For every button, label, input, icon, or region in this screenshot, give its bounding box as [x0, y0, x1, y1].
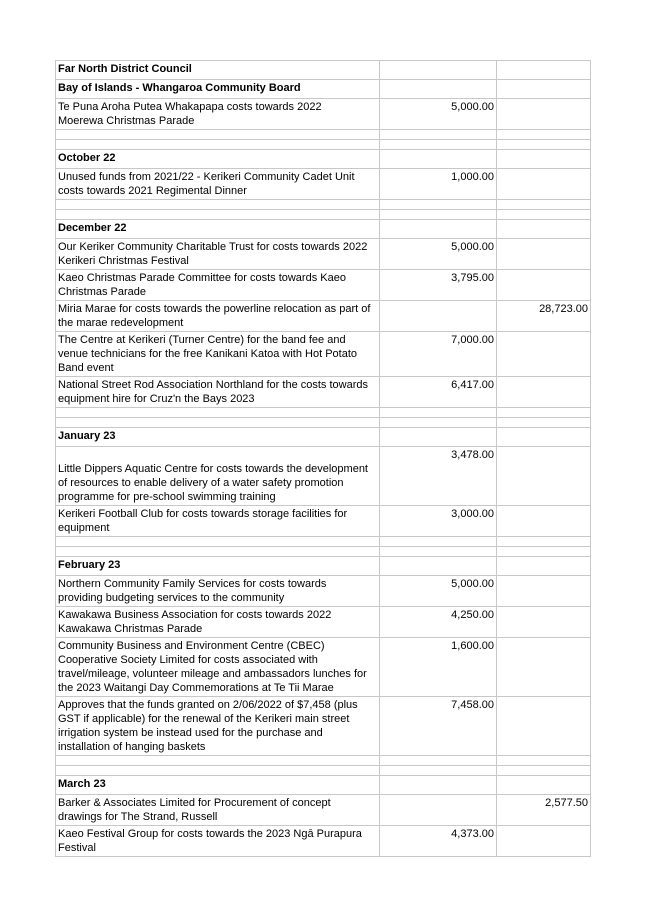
- amount-cell: [380, 220, 497, 239]
- blank-row: [56, 418, 591, 428]
- description-cell: Miria Marae for costs towards the powerline relocation as part of the marae redevelopment: [56, 301, 380, 332]
- amount-alt-cell: [497, 80, 591, 99]
- description-cell: [56, 766, 380, 776]
- section-header-row: [56, 428, 591, 447]
- grants-table-body: [56, 61, 591, 857]
- section-header-row: [56, 220, 591, 239]
- section-header-row: [56, 557, 591, 576]
- description-cell: Northern Community Family Services for costs towards providing budgeting services to the community: [56, 576, 380, 607]
- amount-alt-cell: [497, 766, 591, 776]
- table-row: [56, 506, 591, 537]
- amount-alt-cell: [497, 200, 591, 210]
- amount-alt-cell: [497, 607, 591, 638]
- description-cell: [56, 418, 380, 428]
- amount-cell: [380, 408, 497, 418]
- blank-row: [56, 547, 591, 557]
- description-cell: Unused funds from 2021/22 - Kerikeri Community Cadet Unit costs towards 2021 Regimental Dinner: [56, 169, 380, 200]
- amount-alt-cell: [497, 826, 591, 857]
- section-header-row: [56, 776, 591, 795]
- amount-cell: 3,000.00: [380, 506, 497, 537]
- description-cell: Kaeo Festival Group for costs towards the 2023 Ngā Purapura Festival: [56, 826, 380, 857]
- table-row: [56, 607, 591, 638]
- amount-cell: 7,458.00: [380, 697, 497, 756]
- amount-alt-cell: [497, 638, 591, 697]
- amount-alt-cell: [497, 537, 591, 547]
- amount-alt-cell: [497, 557, 591, 576]
- description-cell: October 22: [56, 150, 380, 169]
- description-cell: [56, 200, 380, 210]
- amount-cell: [380, 80, 497, 99]
- amount-alt-cell: 2,577.50: [497, 795, 591, 826]
- amount-cell: [380, 547, 497, 557]
- blank-row: [56, 140, 591, 150]
- description-cell: Te Puna Aroha Putea Whakapapa costs towards 2022 Moerewa Christmas Parade: [56, 99, 380, 130]
- amount-alt-cell: [497, 408, 591, 418]
- description-cell: [56, 547, 380, 557]
- description-cell: [56, 210, 380, 220]
- table-row: [56, 638, 591, 697]
- amount-cell: [380, 557, 497, 576]
- description-cell: Kawakawa Business Association for costs towards 2022 Kawakawa Christmas Parade: [56, 607, 380, 638]
- description-cell: [56, 140, 380, 150]
- description-cell: [56, 130, 380, 140]
- amount-cell: [380, 301, 497, 332]
- table-row: [56, 169, 591, 200]
- blank-row: [56, 210, 591, 220]
- amount-alt-cell: [497, 377, 591, 408]
- amount-cell: [380, 795, 497, 826]
- table-row: [56, 239, 591, 270]
- amount-alt-cell: [497, 776, 591, 795]
- table-row: [56, 270, 591, 301]
- amount-cell: [380, 766, 497, 776]
- section-header-row: [56, 61, 591, 80]
- amount-alt-cell: [497, 99, 591, 130]
- amount-alt-cell: 28,723.00: [497, 301, 591, 332]
- description-cell: [56, 537, 380, 547]
- table-row: [56, 447, 591, 506]
- amount-alt-cell: [497, 270, 591, 301]
- description-cell: January 23: [56, 428, 380, 447]
- description-cell: Barker & Associates Limited for Procurement of concept drawings for The Strand, Russell: [56, 795, 380, 826]
- description-cell: December 22: [56, 220, 380, 239]
- blank-row: [56, 766, 591, 776]
- amount-cell: [380, 537, 497, 547]
- amount-alt-cell: [497, 150, 591, 169]
- description-cell: Approves that the funds granted on 2/06/2022 of $7,458 (plus GST if applicable) for the renewal of the Kerikeri main street irrigation system be instead used for the purchase and installation of hanging baskets: [56, 697, 380, 756]
- table-row: [56, 332, 591, 377]
- amount-cell: [380, 418, 497, 428]
- amount-cell: [380, 140, 497, 150]
- amount-alt-cell: [497, 130, 591, 140]
- table-row: [56, 377, 591, 408]
- amount-cell: [380, 756, 497, 766]
- grants-table: [55, 60, 591, 857]
- description-cell: Kerikeri Football Club for costs towards storage facilities for equipment: [56, 506, 380, 537]
- amount-cell: [380, 776, 497, 795]
- description-cell: The Centre at Kerikeri (Turner Centre) for the band fee and venue technicians for the free Kanikani Katoa with Hot Potato Band event: [56, 332, 380, 377]
- amount-cell: 1,600.00: [380, 638, 497, 697]
- amount-alt-cell: [497, 547, 591, 557]
- amount-cell: [380, 150, 497, 169]
- amount-alt-cell: [497, 332, 591, 377]
- description-cell: Far North District Council: [56, 61, 380, 80]
- description-cell: [56, 756, 380, 766]
- table-row: [56, 697, 591, 756]
- table-row: [56, 576, 591, 607]
- description-cell: March 23: [56, 776, 380, 795]
- section-header-row: [56, 80, 591, 99]
- amount-alt-cell: [497, 756, 591, 766]
- amount-cell: 1,000.00: [380, 169, 497, 200]
- amount-cell: 3,795.00: [380, 270, 497, 301]
- table-row: [56, 795, 591, 826]
- amount-alt-cell: [497, 576, 591, 607]
- table-row: [56, 826, 591, 857]
- amount-alt-cell: [497, 447, 591, 506]
- amount-cell: [380, 61, 497, 80]
- description-cell: Community Business and Environment Centre (CBEC) Cooperative Society Limited for costs associated with travel/mileage, volunteer mileage and ambassadors lunches for the 2023 Waitangi Day Commemorations at Te Tii Marae: [56, 638, 380, 697]
- description-cell: Our Keriker Community Charitable Trust for costs towards 2022 Kerikeri Christmas Festival: [56, 239, 380, 270]
- description-cell: February 23: [56, 557, 380, 576]
- amount-cell: 4,373.00: [380, 826, 497, 857]
- amount-alt-cell: [497, 697, 591, 756]
- blank-row: [56, 408, 591, 418]
- blank-row: [56, 130, 591, 140]
- table-row: [56, 99, 591, 130]
- amount-alt-cell: [497, 210, 591, 220]
- amount-alt-cell: [497, 506, 591, 537]
- amount-cell: [380, 200, 497, 210]
- table-row: [56, 301, 591, 332]
- blank-row: [56, 200, 591, 210]
- amount-alt-cell: [497, 428, 591, 447]
- amount-alt-cell: [497, 220, 591, 239]
- description-cell: National Street Rod Association Northland for the costs towards equipment hire for Cruz'n the Bays 2023: [56, 377, 380, 408]
- amount-cell: 5,000.00: [380, 239, 497, 270]
- amount-cell: 7,000.00: [380, 332, 497, 377]
- description-cell: Little Dippers Aquatic Centre for costs towards the development of resources to enable delivery of a water safety promotion programme for pre-school swimming training: [56, 447, 380, 506]
- description-cell: Bay of Islands - Whangaroa Community Board: [56, 80, 380, 99]
- blank-row: [56, 756, 591, 766]
- amount-cell: [380, 428, 497, 447]
- description-cell: [56, 408, 380, 418]
- amount-cell: 5,000.00: [380, 99, 497, 130]
- amount-cell: 4,250.00: [380, 607, 497, 638]
- amount-cell: [380, 210, 497, 220]
- amount-alt-cell: [497, 418, 591, 428]
- amount-cell: 5,000.00: [380, 576, 497, 607]
- description-cell: Kaeo Christmas Parade Committee for costs towards Kaeo Christmas Parade: [56, 270, 380, 301]
- blank-row: [56, 537, 591, 547]
- section-header-row: [56, 150, 591, 169]
- amount-alt-cell: [497, 61, 591, 80]
- amount-alt-cell: [497, 239, 591, 270]
- amount-alt-cell: [497, 169, 591, 200]
- amount-cell: 3,478.00: [380, 447, 497, 506]
- amount-cell: [380, 130, 497, 140]
- amount-cell: 6,417.00: [380, 377, 497, 408]
- amount-alt-cell: [497, 140, 591, 150]
